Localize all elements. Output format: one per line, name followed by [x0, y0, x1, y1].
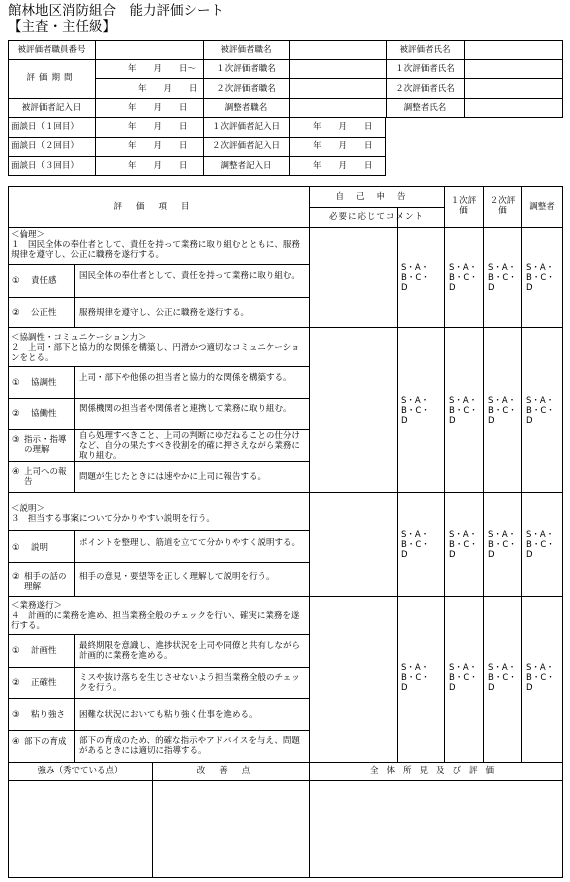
second-entry-date-label: ２次評価者記入日: [211, 141, 280, 151]
first-grade-options[interactable]: S・A・ B・C・ D: [449, 530, 478, 560]
interview3-date: 年 月 日: [128, 161, 188, 171]
improvement-label: 改善点: [196, 766, 265, 776]
item-description: 問題が生じたときには速やかに上司に報告する。: [79, 472, 267, 482]
self-entry-date: 年 月 日: [128, 103, 188, 113]
period-to-date: 年 月 日: [138, 84, 198, 94]
item-name: 責任感: [31, 276, 57, 286]
first-grade-options[interactable]: S・A・ B・C・ D: [449, 396, 478, 426]
first-grade-options[interactable]: S・A・ B・C・ D: [449, 263, 478, 293]
self-grade-options[interactable]: S・A・ B・C・ D: [401, 263, 430, 293]
item-name: 上司への報告: [24, 467, 67, 487]
item-description: 自ら処理すべきこと、上司の判断にゆだねることの仕分けなど、自分の果たすべき役割を的確に押さえながら業務に取り組む。: [79, 431, 300, 461]
item-description: ミスや抜け落ちを生じさせないよう担当業務全般のチェックを行う。: [79, 673, 300, 693]
evaluation-item-header: 評価項目: [113, 202, 204, 212]
first-evaluation-header: １次評価: [450, 196, 477, 216]
second-grade-options[interactable]: S・A・ B・C・ D: [488, 663, 517, 693]
second-entry-date: 年 月 日: [313, 141, 373, 151]
item-description: 上司・部下や他係の担当者と協力的な関係を構築する。: [79, 373, 292, 383]
section-heading: ＜倫理＞: [11, 230, 46, 240]
self-report-sub-header: 必要に応じてコメント: [328, 212, 424, 222]
section-heading: ＜説明＞: [11, 504, 46, 514]
first-entry-date-label: １次評価者記入日: [211, 122, 280, 132]
evaluatee-name-label: 被評価者氏名: [399, 45, 451, 55]
adjuster-header: 調整者: [529, 202, 555, 212]
item-name: 説明: [31, 543, 49, 553]
section-heading: ＜業務遂行＞: [11, 601, 63, 611]
adjuster-grade-options[interactable]: S・A・ B・C・ D: [526, 663, 555, 693]
overall-evaluation-label: 全体所見及び評価: [369, 766, 502, 776]
self-report-header: 自己申告: [335, 192, 418, 202]
self-entry-date-label: 被評価者記入日: [21, 103, 82, 113]
strengths-input[interactable]: [9, 781, 151, 877]
item-number: ③: [12, 710, 20, 720]
self-grade-options[interactable]: S・A・ B・C・ D: [401, 663, 430, 693]
evaluatee-number-label: 被評価者職員番号: [17, 45, 86, 55]
section-description: ４ 計画的に業務を進め、担当業務全般のチェックを行い、確実に業務を遂行する。: [11, 611, 300, 631]
page-subtitle: 【主査・主任級】: [8, 19, 116, 35]
item-number: ②: [12, 308, 20, 318]
adjuster-position-label: 調整者職名: [224, 103, 268, 113]
adjuster-entry-date-label: 調整者記入日: [220, 161, 272, 171]
item-name: 粘り強さ: [31, 710, 66, 720]
section-heading: ＜協調性・コミュニケーション力＞: [11, 333, 147, 343]
item-description: 関係機関の担当者や関係者と連携して業務に取り組む。: [79, 404, 292, 414]
item-name: 指示・指導の理解: [24, 435, 67, 455]
item-number: ①: [12, 378, 20, 388]
section-description: ３ 担当する事案について分かりやすい説明を行う。: [11, 514, 215, 524]
second-evaluator-position-label: ２次評価者職名: [216, 84, 276, 94]
evaluation-period-label: 評価期間: [26, 73, 77, 83]
item-number: ③: [12, 435, 20, 445]
item-number: ①: [12, 276, 20, 286]
item-name: 協調性: [31, 378, 57, 388]
item-number: ④: [12, 467, 20, 477]
item-description: 服務規律を遵守し、公正に職務を遂行する。: [79, 308, 250, 318]
section-description: １ 国民全体の奉仕者として、責任を持って業務に取り組むとともに、服務規律を遵守し、公正に職務を遂行する。: [11, 240, 300, 260]
item-description: 部下の育成のため、的確な指示やアドバイスを与え、問題があるときには適切に指導する。: [79, 736, 300, 756]
item-description: 最終期限を意識し、進捗状況を上司や同僚と共有しながら計画的に業務を進める。: [79, 641, 301, 661]
item-description: ポイントを整理し、筋道を立てて分かりやすく説明する。: [79, 538, 301, 548]
improvement-input[interactable]: [153, 781, 308, 877]
interview2-date: 年 月 日: [128, 141, 188, 151]
overall-evaluation-input[interactable]: [310, 781, 562, 877]
adjuster-grade-options[interactable]: S・A・ B・C・ D: [526, 530, 555, 560]
item-name: 部下の育成: [24, 737, 67, 747]
adjuster-name-label: 調整者氏名: [403, 103, 447, 113]
strengths-label: 強み（秀でている点）: [37, 766, 123, 776]
item-number: ②: [12, 572, 20, 582]
adjuster-grade-options[interactable]: S・A・ B・C・ D: [526, 396, 555, 426]
item-name: 公正性: [31, 308, 57, 318]
item-description: 困難な状況においても粘り強く仕事を進める。: [79, 710, 258, 720]
self-grade-options[interactable]: S・A・ B・C・ D: [401, 530, 430, 560]
first-evaluator-position-label: １次評価者職名: [216, 64, 276, 74]
item-description: 国民全体の奉仕者として、責任を持って業務に取り組む。: [79, 271, 300, 281]
interview2-label: 面談日（２回目）: [11, 141, 80, 151]
item-number: ①: [12, 543, 20, 553]
item-name: 正確性: [31, 678, 57, 688]
item-name: 計画性: [31, 646, 57, 656]
item-description: 相手の意見・要望等を正しく理解して説明を行う。: [79, 572, 275, 582]
self-grade-options[interactable]: S・A・ B・C・ D: [401, 396, 430, 426]
first-evaluator-name-label: １次評価者氏名: [395, 64, 455, 74]
item-name: 相手の話の理解: [24, 572, 67, 592]
period-from-date: 年 月 日〜: [128, 64, 197, 74]
interview1-date: 年 月 日: [128, 122, 188, 132]
item-number: ④: [12, 737, 20, 747]
adjuster-entry-date: 年 月 日: [313, 161, 373, 171]
item-number: ②: [12, 678, 20, 688]
second-grade-options[interactable]: S・A・ B・C・ D: [488, 396, 517, 426]
second-evaluator-name-label: ２次評価者氏名: [395, 84, 455, 94]
first-grade-options[interactable]: S・A・ B・C・ D: [449, 663, 478, 693]
section-description: ２ 上司・部下と協力的な関係を構築し、円滑かつ適切なコミュニケーションをとる。: [11, 343, 300, 363]
item-number: ①: [12, 646, 20, 656]
first-entry-date: 年 月 日: [313, 122, 373, 132]
second-grade-options[interactable]: S・A・ B・C・ D: [488, 263, 517, 293]
evaluatee-position-label: 被評価者職名: [220, 45, 272, 55]
second-grade-options[interactable]: S・A・ B・C・ D: [488, 530, 517, 560]
adjuster-grade-options[interactable]: S・A・ B・C・ D: [526, 263, 555, 293]
item-name: 協働性: [31, 409, 57, 419]
second-evaluation-header: ２次評価: [489, 196, 516, 216]
interview1-label: 面談日（１回目）: [11, 122, 80, 132]
page-title: 館林地区消防組合 能力評価シート: [8, 3, 224, 19]
interview3-label: 面談日（３回目）: [11, 161, 80, 171]
item-number: ②: [12, 409, 20, 419]
